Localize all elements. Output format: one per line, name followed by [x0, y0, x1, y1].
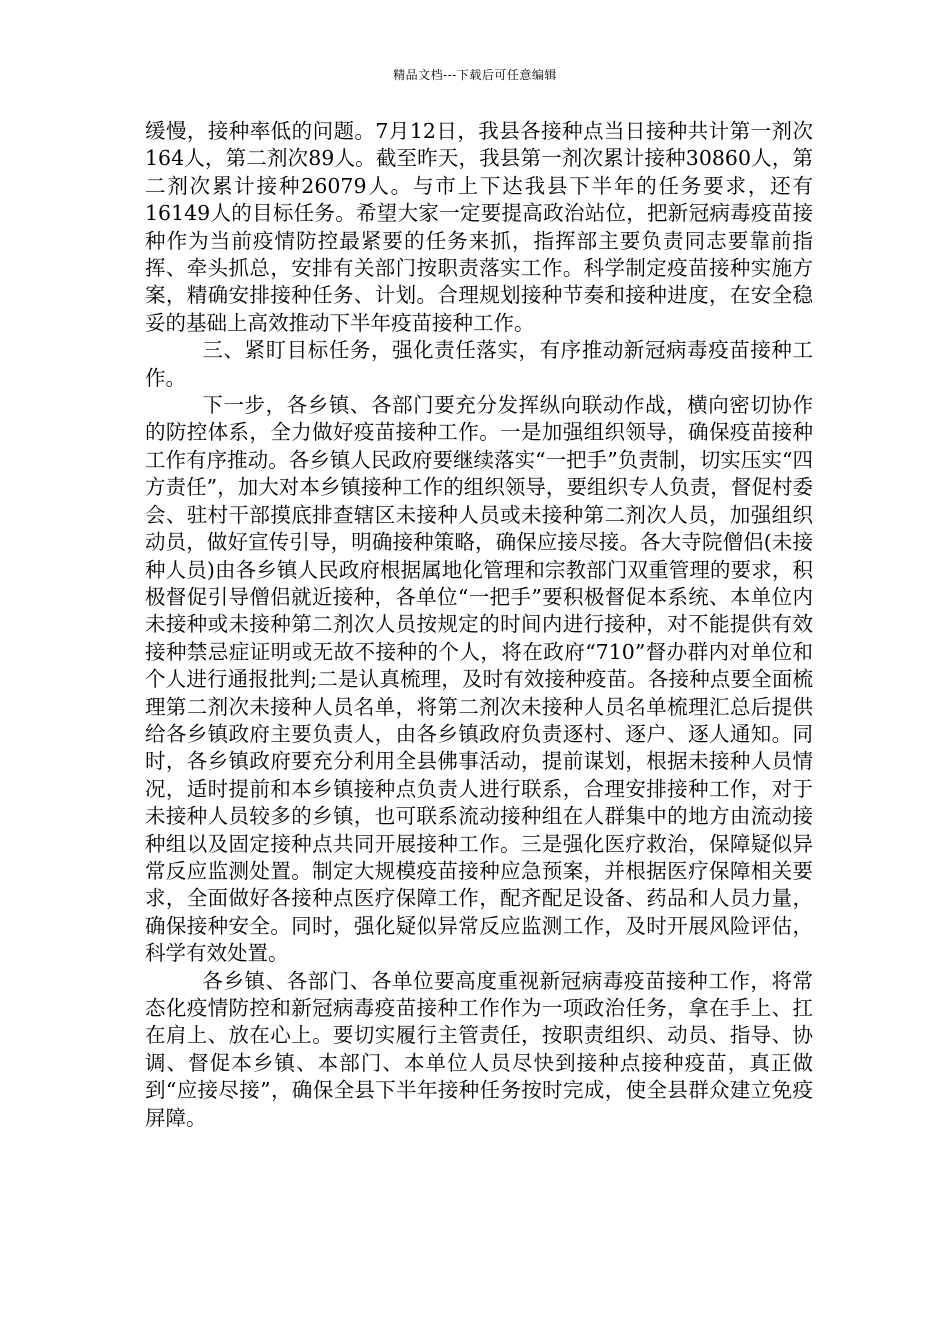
paragraph-conclusion: 各乡镇、各部门、各单位要高度重视新冠病毒疫苗接种工作，将常态化疫情防控和新冠病毒疫苗接种工作作为一项政治任务，拿在手上、扛在肩上、放在心上。要切实履行主管责任，按职责组织、动员、指导、协调、督促本乡镇、本部门、本单位人员尽快到接种点接种疫苗，真正做到“应接尽接”，确保全县下半年接种任务按时完成，使全县群众建立免疫屏障。 [145, 968, 813, 1130]
page-header: 精品文档---下载后可任意编辑 [393, 68, 557, 82]
section-heading-three: 三、紧盯目标任务，强化责任落实，有序推动新冠病毒疫苗接种工作。 [145, 338, 813, 390]
paragraph-next-steps: 下一步，各乡镇、各部门要充分发挥纵向联动作战，横向密切协作的防控体系，全力做好疫苗接种工作。一是加强组织领导，确保疫苗接种工作有序推动。各乡镇人民政府要继续落实“一把手”负责制，切实压实“四方责任”，加大对本乡镇接种工作的组织领导，要组织专人负责，督促村委会、驻村干部摸底排查辖区未接种人员或未接种第二剂次人员，加强组织动员，做好宣传引导，明确接种策略，确保应接尽接。各大寺院僧侣(未接种人员)由各乡镇人民政府根据属地化管理和宗教部门双重管理的要求，积极督促引导僧侣就近接种，各单位“一把手”要积极督促本系统、本单位内未接种或未接种第二剂次人员按规定的时间内进行接种，对不能提供有效接种禁忌症证明或无故不接种的个人，将在政府“710”督办群内对单位和个人进行通报批判;二是认真梳理，及时有效接种疫苗。各接种点要全面梳理第二剂次未接种人员名单，将第二剂次未接种人员名单梳理汇总后提供给各乡镇政府主要负责人，由各乡镇政府负责逐村、逐户、逐人通知。同时，各乡镇政府要充分利用全县佛事活动，提前谋划，根据未接种人员情况，适时提前和本乡镇接种点负责人进行联系，合理安排接种工作，对于未接种人员较多的乡镇，也可联系流动接种组在人群集中的地方由流动接种组以及固定接种点共同开展接种工作。三是强化医疗救治，保障疑似异常反应监测处置。制定大规模疫苗接种应急预案，并根据医疗保障相关要求，全面做好各接种点医疗保障工作，配齐配足设备、药品和人员力量，确保接种安全。同时，强化疑似异常反应监测工作，及时开展风险评估，科学有效处置。 [145, 393, 813, 966]
paragraph-continuation: 缓慢，接种率低的问题。7月12日，我县各接种点当日接种共计第一剂次164人，第二剂次89人。截至昨天，我县第一剂次累计接种30860人，第二剂次累计接种26079人。与市上下达我县下半年的任务要求，还有16149人的目标任务。希望大家一定要提高政治站位，把新冠病毒疫苗接种作为当前疫情防控最紧要的任务来抓，指挥部主要负责同志要靠前指挥、牵头抓总，安排有关部门按职责落实工作。科学制定疫苗接种实施方案，精确安排接种任务、计划。合理规划接种节奏和接种进度，在安全稳妥的基础上高效推动下半年疫苗接种工作。 [145, 119, 813, 335]
document-body [145, 118, 813, 1132]
